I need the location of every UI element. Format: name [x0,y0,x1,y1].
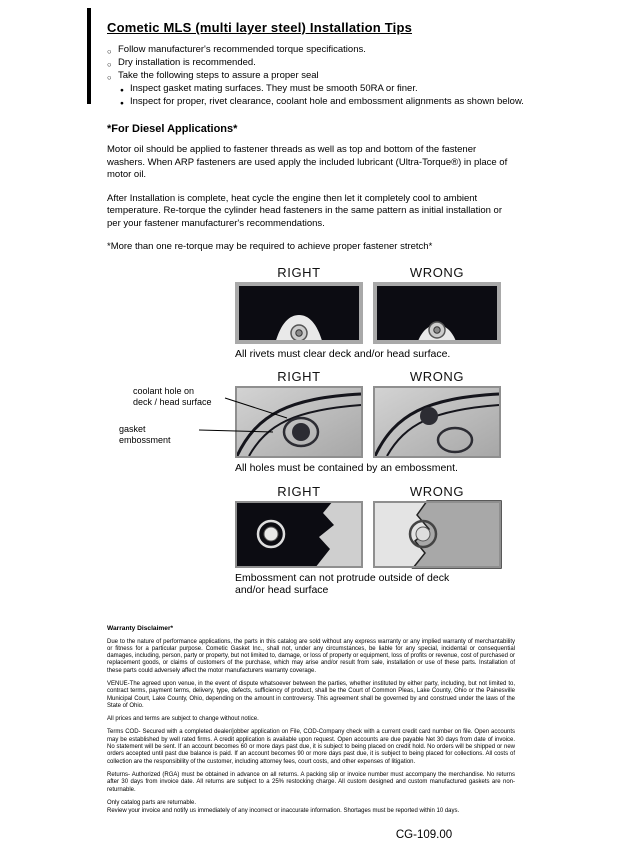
disclaimer-paragraph: Returns- Authorized (RGA) must be obtained in advance on all returns. A packing slip or invoice number must accompany the merchandise. No returns after 30 days from invoice date. All returns are subject to a 25% restocking charge. All custom designed and custom manufactured gaskets are non-returnable. [107,771,515,793]
figure-panels [235,386,501,458]
figure-caption: Embossment can not protrude outside of deck and/or head surface [235,571,450,596]
figure-row-protrusion [235,484,501,597]
page-code: CG-109.00 [395,829,453,841]
figure-row-rivets [235,265,501,361]
warranty-disclaimer [107,625,515,816]
callout-gasket-embossment: gasket embossment [119,424,171,445]
right-label: RIGHT [277,483,321,499]
right-label: RIGHT [277,264,321,280]
tip-text: Dry installation is recommended. [118,57,256,68]
figure-headers [235,265,501,280]
page-content [107,20,547,841]
disclaimer-paragraph: Review your invoice and notify us immediately of any incorrect or inaccurate information. Shortages must be reported within 10 days. [107,808,460,815]
diesel-paragraph: Motor oil should be applied to fastener threads as well as top and bottom of the fastener washers. When ARP fasteners are used apply the included lubricant (Ultra-Torque®) in place of motor oil. [107,144,508,180]
instruction-figures [119,264,501,597]
left-margin-rule [87,8,91,104]
figure-caption: All holes must be contained by an embossment. [235,462,458,474]
disclaimer-paragraph: Only catalog parts are returnable. [107,799,197,806]
tip-item [107,56,547,69]
figure-headers [235,369,501,384]
sub-tip-text: Inspect gasket mating surfaces. They must be smooth 50RA or finer. [130,83,418,94]
figure-panels [235,282,501,344]
wrong-label: WRONG [409,483,465,499]
disclaimer-paragraph: VENUE-The agreed upon venue, in the event of dispute whatsoever between the parties, whether instituted by either party, including, but not limited to, contract terms, payment terms, delivery, type, defects, sufficiency of product, shall be the Court of Common Pleas, Lake County, Ohio or the Painesville Municipal Court, Lake County, Ohio, depending on the amount in controversy. This agreement shall be governed by and construed under the laws of the State of Ohio. [107,680,515,709]
callout-text: deck / head surface [133,396,212,407]
callout-text: coolant hole on [133,386,195,396]
tip-item [107,43,547,56]
figure-panels [235,501,501,568]
figure-headers [235,484,501,499]
callout-coolant-hole [133,386,225,407]
sub-tip-item [120,82,547,95]
installation-tips-list [107,43,547,108]
wrong-label: WRONG [409,369,465,384]
wrong-label: WRONG [409,264,465,280]
embossment-wrong-diagram [373,386,501,458]
figure-caption: All rivets must clear deck and/or head surface. [235,347,451,360]
protrusion-right-diagram [235,501,363,568]
disclaimer-heading: Warranty Disclaimer* [107,624,174,632]
protrusion-wrong-diagram [373,501,501,568]
diesel-paragraph: After Installation is complete, heat cycle the engine then let it completely cool to ambient temperature. Re-torque the cylinder head fasteners in the same pattern as initial installation or per your fastener manufacturer's recommendations. [107,192,502,229]
retorque-note: *More than one re-torque may be required to achieve proper fastener stretch* [107,241,433,252]
page-title: Cometic MLS (multi layer steel) Installation Tips [107,20,413,35]
sub-tip-item [120,95,547,108]
disclaimer-paragraph: Terms COD- Secured with a completed dealer/jobber application on File, COD-Company check with a current credit card number on file. Open accounts may be established by well rated firms. A credit application is available upon request. Open accounts are due payable Net 30 days from date of invoice. No statement will be sent. If an account becomes 60 or more days past due, it is subject to being placed on credit hold. No orders will be shipped or new orders accepted until past due balance is paid. If an account becomes 90 or more days past due, it is subject to being placed for collections. All costs of collection are the responsibility of the customer, including attorney fees, court costs, and other expenses of litigation. [107,729,515,765]
tip-text: Follow manufacturer's recommended torque specifications. [118,44,366,55]
rivet-right-diagram [235,282,363,344]
disclaimer-paragraph: All prices and terms are subject to change without notice. [107,716,259,723]
disclaimer-paragraph: Due to the nature of performance applications, the parts in this catalog are sold without any express warranty or any implied warranty of merchantability or fitness for a particular purpose. Cometic Gasket Inc., shall not, under any circumstances, be liable for any special, incidental or consequential damages, including, person, party or property, but not limited to, damage, or loss of property or equipment, loss of profits or revenue, cost of purchased or replacement goods, or claims of customers of the purchase, which may arise and/or result from sale, installation or use of these parts. Installation of these parts could adversely affect the motor manufacturers warranty coverage. [107,638,515,674]
diesel-applications-heading: *For Diesel Applications* [107,123,238,135]
right-label: RIGHT [277,369,321,384]
tip-text: Take the following steps to assure a proper seal [118,70,319,81]
sub-tip-text: Inspect for proper, rivet clearance, coolant hole and embossment alignments as shown below. [130,96,524,107]
rivet-wrong-diagram [373,282,501,344]
figure-row-embossment [119,369,501,475]
embossment-right-diagram [235,386,363,458]
tip-item [107,69,547,82]
